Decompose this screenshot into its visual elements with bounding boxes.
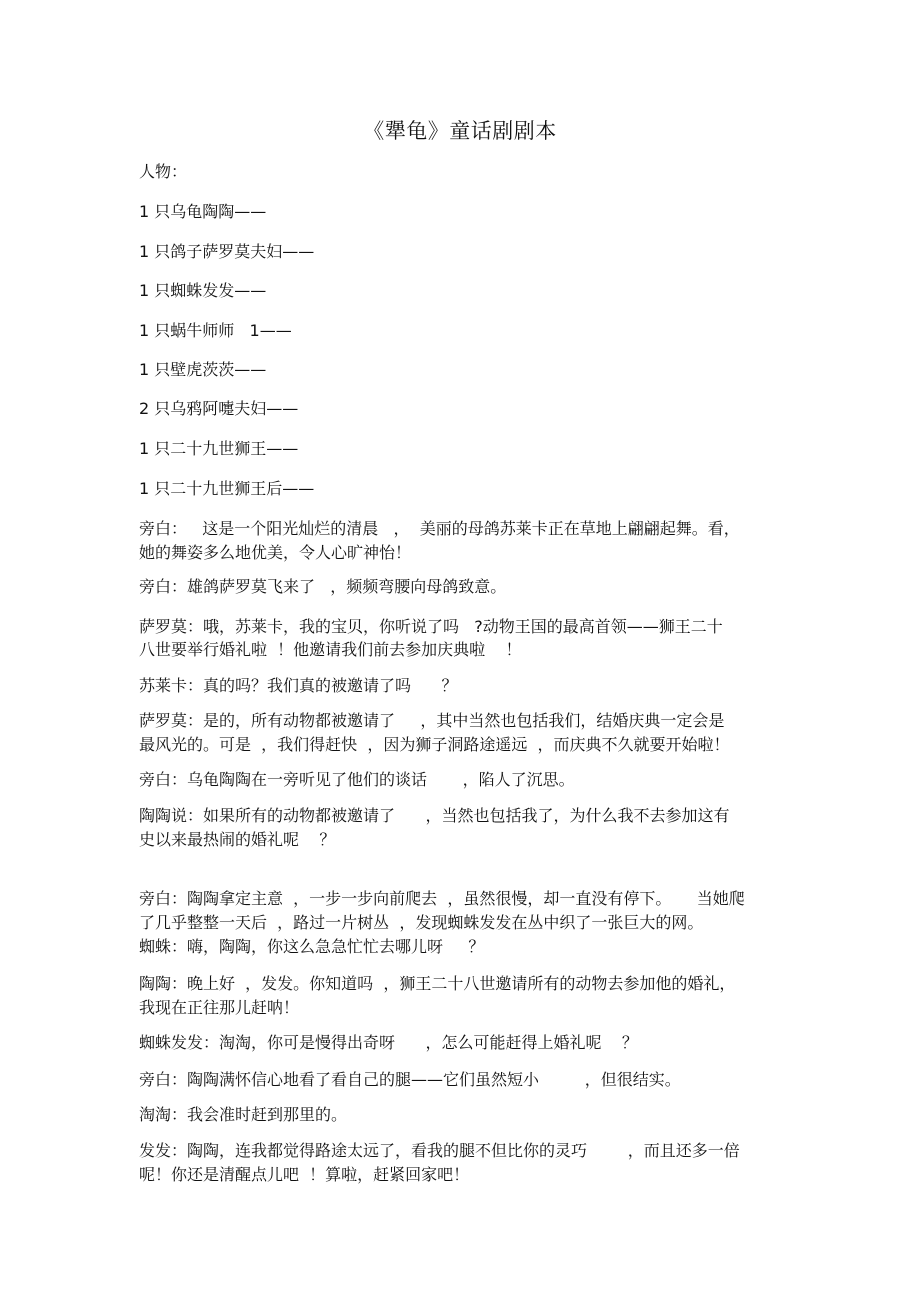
text-line: 1 只蜘蛛发发—— (139, 281, 267, 300)
text-line: 2 只乌鸦阿嚏夫妇—— (139, 399, 299, 418)
text-line: 旁白：陶陶拿定主意 ，一步一步向前爬去 ，虽然很慢，却一直没有停下。 当她爬 (139, 889, 745, 908)
text-line: 1 只二十九世狮王—— (139, 439, 299, 458)
text-line: 旁白：陶陶满怀信心地看了看自己的腿——它们虽然短小 ，但很结实。 (139, 1070, 681, 1089)
text-line: 1 只二十九世狮王后—— (139, 479, 315, 498)
text-line: 蜘蛛发发：淘淘，你可是慢得出奇呀 ，怎么可能赶得上婚礼呢 ？ (139, 1033, 638, 1052)
text-line: 1 只蜗牛师师 1—— (139, 321, 292, 340)
text-line: 人物： (139, 162, 188, 181)
text-line: 了几乎整整一天后 ，路过一片树丛 ，发现蜘蛛发发在丛中织了一张巨大的网。 (139, 913, 704, 932)
text-line: 旁白：雄鸽萨罗莫飞来了 ，频频弯腰向母鸽致意。 (139, 577, 507, 596)
text-line: 1 只鸽子萨罗莫夫妇—— (139, 242, 315, 261)
text-line: 1 只壁虎茨茨—— (139, 360, 267, 379)
document-title: 《犟龟》童话剧剧本 (363, 119, 557, 143)
text-line: 史以来最热闹的婚礼呢 ？ (139, 830, 336, 849)
text-line: 蜘蛛：嗨，陶陶，你这么急急忙忙去哪儿呀 ？ (139, 937, 485, 956)
text-line: 我现在正往那儿赶呐！ (139, 998, 300, 1017)
text-line: 八世要举行婚礼啦 ！他邀请我们前去参加庆典啦 ！ (139, 640, 522, 659)
text-line: 她的舞姿多么地优美，令人心旷神怡！ (139, 543, 412, 562)
text-line: 1 只乌龟陶陶—— (139, 202, 267, 221)
text-line: 呢！你还是清醒点儿吧 ！算啦，赶紧回家吧！ (139, 1165, 470, 1184)
text-line: 萨罗莫：是的，所有动物都被邀请了 ，其中当然也包括我们，结婚庆典一定会是 (139, 711, 725, 730)
text-line: 苏莱卡：真的吗？我们真的被邀请了吗 ？ (139, 676, 458, 695)
text-line: 陶陶说：如果所有的动物都被邀请了 ，当然也包括我了，为什么我不去参加这有 (139, 806, 730, 825)
text-line: 旁白： 这是一个阳光灿烂的清晨 ， 美丽的母鸽苏莱卡正在草地上翩翩起舞。看， (139, 519, 740, 538)
text-line: 最风光的。可是 ，我们得赶快 ，因为狮子洞路途遥远 ，而庆典不久就要开始啦！ (139, 735, 730, 754)
text-line: 发发：陶陶，连我都觉得路途太远了，看我的腿不但比你的灵巧 ，而且还多一倍 (139, 1141, 740, 1160)
text-line: 陶陶：晚上好 ，发发。你知道吗 ，狮王二十八世邀请所有的动物去参加他的婚礼， (139, 974, 736, 993)
text-line: 萨罗莫：哦，苏莱卡，我的宝贝，你听说了吗 ?动物王国的最高首领——狮王二十 (139, 617, 723, 636)
text-line: 旁白：乌龟陶陶在一旁听见了他们的谈话 ，陷人了沉思。 (139, 770, 575, 789)
text-line: 淘淘：我会准时赶到那里的。 (139, 1105, 348, 1124)
